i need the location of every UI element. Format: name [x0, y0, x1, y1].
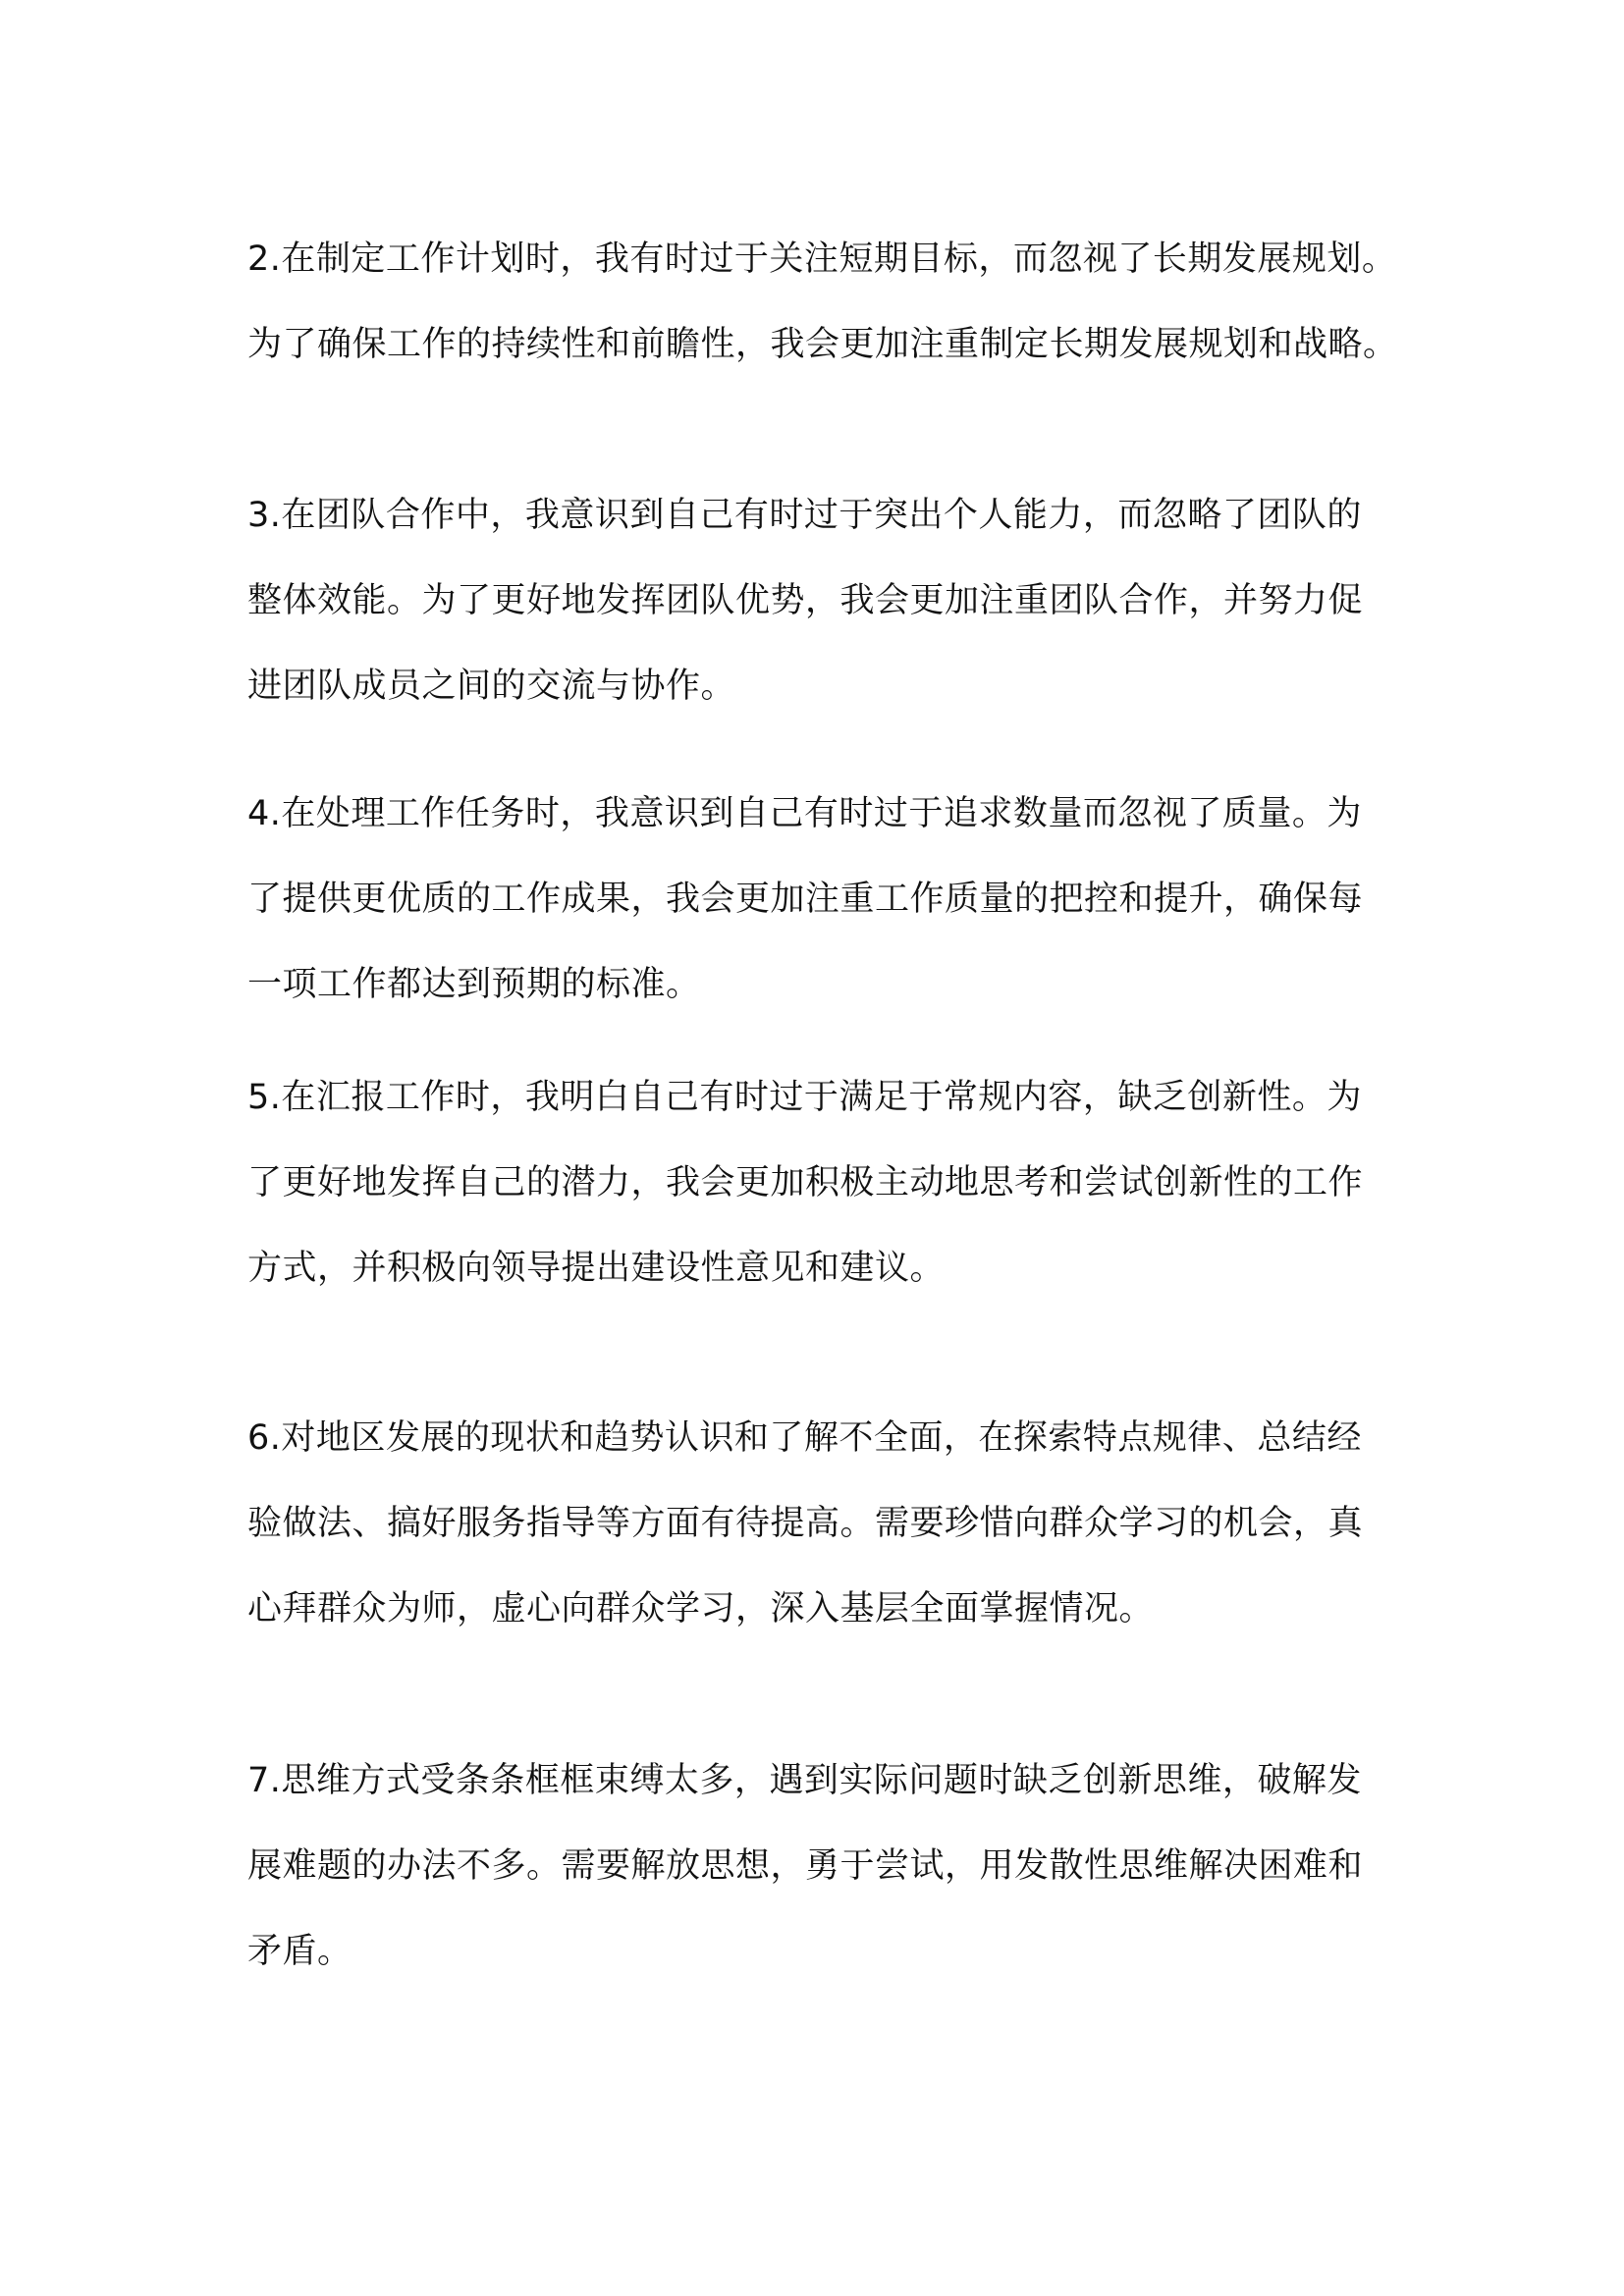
- paragraph-item-2: [247, 217, 1396, 388]
- paragraph-line: 矛盾。: [247, 1932, 352, 1971]
- paragraph-item-4: [247, 772, 1396, 1028]
- paragraph-item-3: [247, 473, 1396, 729]
- paragraph-line: 3.在团队合作中，我意识到自己有时过于突出个人能力，而忽略了团队的: [247, 496, 1362, 535]
- paragraph-line: 7.思维方式受条条框框束缚太多，遇到实际问题时缺乏创新思维，破解发: [247, 1761, 1362, 1800]
- paragraph-line: 2.在制定工作计划时，我有时过于关注短期目标，而忽视了长期发展规划。: [247, 240, 1397, 279]
- paragraph-line: 6.对地区发展的现状和趋势认识和了解不全面，在探索特点规律、总结经: [247, 1418, 1362, 1458]
- paragraph-line: 整体效能。为了更好地发挥团队优势，我会更加注重团队合作，并努力促: [247, 581, 1364, 620]
- paragraph-line: 为了确保工作的持续性和前瞻性，我会更加注重制定长期发展规划和战略。: [247, 325, 1398, 364]
- paragraph-line: 展难题的办法不多。需要解放思想，勇于尝试，用发散性思维解决困难和: [247, 1846, 1364, 1886]
- paragraph-line: 5.在汇报工作时，我明白自己有时过于满足于常规内容，缺乏创新性。为: [247, 1078, 1362, 1117]
- paragraph-line: 了提供更优质的工作成果，我会更加注重工作质量的把控和提升，确保每: [247, 880, 1364, 919]
- paragraph-item-7: [247, 1738, 1396, 1995]
- paragraph-line: 验做法、搞好服务指导等方面有待提高。需要珍惜向群众学习的机会，真: [247, 1504, 1364, 1543]
- paragraph-line: 进团队成员之间的交流与协作。: [247, 667, 736, 706]
- paragraph-line: 方式，并积极向领导提出建设性意见和建议。: [247, 1249, 946, 1288]
- paragraph-item-5: [247, 1055, 1396, 1311]
- paragraph-line: 了更好地发挥自己的潜力，我会更加积极主动地思考和尝试创新性的工作: [247, 1163, 1364, 1202]
- paragraph-item-6: [247, 1396, 1396, 1652]
- paragraph-line: 4.在处理工作任务时，我意识到自己有时过于追求数量而忽视了质量。为: [247, 794, 1362, 833]
- paragraph-line: 心拜群众为师，虚心向群众学习，深入基层全面掌握情况。: [247, 1589, 1155, 1629]
- paragraph-line: 一项工作都达到预期的标准。: [247, 965, 701, 1004]
